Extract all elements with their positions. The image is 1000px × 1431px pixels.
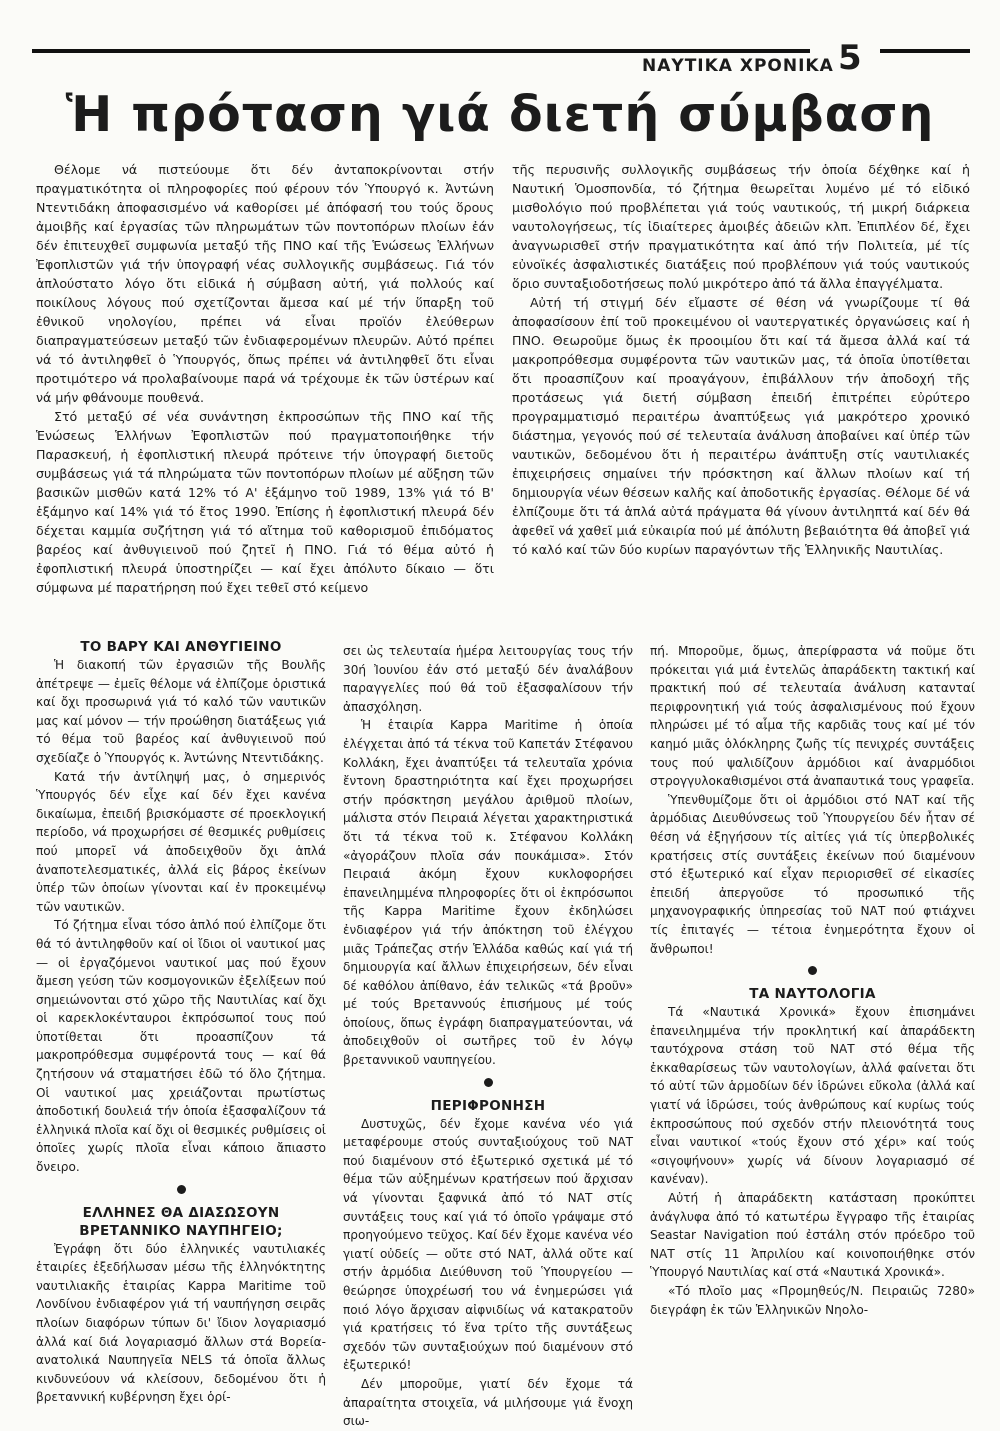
section-paragraph: Δυστυχῶς, δέν ἔχομε κανένα νέο γιά μεταφέρουμε στούς συνταξιούχους τοῦ ΝΑΤ πού διαμένουν στό ἐξωτερικό σχετικά μέ τό θέμα τῶν αὐξημένων κρατήσεων πού ἄρχισαν νά γίνονται ξαφνικά ἀπό τό ΝΑΤ στίς συντάξεις τους καί γιά τό ὁποῖο γράψαμε στό προηγούμενο τεῦχος. Καί δέν ἔχομε κανένα νέο γιατί οὐδείς — οὔτε στό ΝΑΤ, ἀλλά οὔτε καί στήν ἁρμόδια Διεύθυνση τοῦ Ὑπουργείου — θεώρησε ὑποχρέωσή του νά ἐνημερώσει γιά ποιό λόγο ἄρχισαν αἰφνιδίως νά κατακρατοῦν γιά κρατήσεις τό ἕνα τρίτο τῆς συντάξεως σχεδόν τῶν συνταξιούχων πού διαμένουν στό ἐξωτερικό! <box>343 1116 633 1373</box>
section-heading: ΕΛΛΗΝΕΣ ΘΑ ΔΙΑΣΩΣΟΥΝ ΒΡΕΤΑΝΝΙΚΟ ΝΑΥΠΗΓΕΙΟ; <box>79 1204 283 1239</box>
section-heading: ΠΕΡΙΦΡΟΝΗΣΗ <box>430 1097 546 1114</box>
section-paragraph: Κατά τήν ἀντίληψή μας, ὁ σημερινός Ὑπουργός δέν εἶχε καί δέν ἔχει κανένα δικαίωμα, ἐπειδή βρισκόμαστε σέ προεκλογική περίοδο, νά προχωρήσει σέ θεσμικές ρυθμίσεις πού μπορεῖ νά ἀποδειχθοῦν ὄχι ἁπλά ἀναποτελεσματικές, ἀλλά εἰς βάρος ἐκείνων ὑπέρ τῶν ὁποίων γίνονται καί ἐν προκειμένῳ τῶν ναυτικῶν. <box>36 769 326 914</box>
article-column-left <box>36 160 494 620</box>
article-column-right <box>512 160 970 620</box>
header-rule-right <box>880 49 970 53</box>
section-paragraph: Ἡ ἑταιρία Kappa Maritime ἡ ὁποία ἐλέγχεται ἀπό τά τέκνα τοῦ Καπετάν Στέφανου Κολλάκη, ἔχει ἀναπτύξει τά τελευταῖα χρόνια ἔντονη δραστηριότητα καί ἔχει προχωρήσει στήν πρόσκτηση μεγάλου ἀριθμοῦ πλοίων, μάλιστα στόν Πειραιά λέγεται χαρακτηριστικά ὅτι τά τέκνα τοῦ κ. Στέφανου Κολλάκη «ἀγοράζουν πλοῖα σάν πουκάμισα». Στόν Πειραιά ἀκόμη ἔχουν κυκλοφορήσει ἐπανειλημμένα πληροφορίες ὅτι οἱ ἐκπρόσωποι τῆς Kappa Maritime ἔχουν ἐκδηλώσει ἐνδιαφέρον γιά τήν ἀπόκτηση τοῦ ἐλέγχου μιᾶς Τράπεζας στήν Ἑλλάδα καθώς καί γιά τή δημιουργία καί ἄλλων ἐπιχειρήσεων, δέν εἶναι δέ καθόλου ἀπίθανο, ἐάν τελικῶς «τά βροῦν» μέ τούς Βρεταννούς ἐπισήμους μέ τούς ὁποίους, ὅπως ἐγράφη διαπραγματεύονται, νά ἀποδειχθοῦν οἱ σωτῆρες τοῦ ἐν λόγῳ βρεταννικοῦ ναυπηγείου. <box>343 718 633 1068</box>
section-separator-bullet <box>177 1185 186 1194</box>
section-paragraph: Ἡ διακοπή τῶν ἐργασιῶν τῆς Βουλῆς ἀπέτρεψε — ἐμεῖς θέλομε νά ἐλπίζομε ὁριστικά καί ὄχι προσωρινά γιά τό καλό τῶν ναυτικῶν μας καί μόνον — τήν προώθηση διατάξεως γιά τό θέμα τοῦ βαρέος καί ἀνθυγιεινοῦ πού σχεδίαζε ὁ Ὑπουργός κ. Ἀντώνης Ντεντιδάκης. <box>36 658 326 765</box>
article-paragraph: τῆς περυσινῆς συλλογικῆς συμβάσεως τήν ὁποία δέχθηκε καί ἡ Ναυτική Ὁμοσπονδία, τό ζήτημα θεωρεῖται λυμένο μέ τό εἰδικό μισθολόγιο πού προβλέπεται γιά τούς ναυτικούς, τή μικρή διάρκεια ναυτολογήσεως, τίς ἰδιαίτερες ἀμοιβές ἀδειῶν κλπ. Ἐπιπλέον δέ, ἔχει ἀναγνωρισθεῖ στήν πραγματικότητα καί ἀπό τήν Πολιτεία, μέ τίς εὐνοϊκές ἀσφαλιστικές διατάξεις πού προβλέπουν γιά τούς ναυτικούς ὅριο συνταξιοδοτήσεως πολύ μικρότερο ἀπό τά ἄλλα ἐπαγγέλματα. <box>512 162 970 291</box>
section-paragraph: Δέν μποροῦμε, γιατί δέν ἔχομε τά ἀπαραίτητα στοιχεῖα, νά μιλήσουμε γιά ἔνοχη σιω- <box>343 1376 633 1429</box>
section-paragraph: Ὑπενθυμίζομε ὅτι οἱ ἁρμόδιοι στό ΝΑΤ καί τῆς ἁρμόδιας Διευθύνσεως τοῦ Ὑπουργείου δέν ἦταν σέ θέση νά ἐξηγήσουν τίς αἰτίες γιά τίς ὑπερβολικές κρατήσεις στίς συντάξεις ἐκείνων πού διαμένουν στό ἐξωτερικό καί εἶχαν περιορισθεῖ σέ εἰκασίες ἐπειδή ἀπεργοῦσε τό προσωπικό τῆς μηχανογραφικής ὑπηρεσίας τοῦ ΝΑΤ πού φτιάχνει τίς ἐπιταγές — τέτοια ἐνημερότητα ἔχουν οἱ ἄνθρωποι! <box>650 792 975 956</box>
article-paragraph: Αὐτή τή στιγμή δέν εἴμαστε σέ θέση νά γνωρίζουμε τί θά ἀποφασίσουν ἐπί τοῦ προκειμένου οἱ ναυτεργατικές ὀργανώσεις καί ἡ ΠΝΟ. Θεωροῦμε ὅμως ἐκ προοιμίου ὅτι καί τά ἄμεσα ἀλλά καί τά μακροπρόθεσμα συμφέροντα τῶν ναυτικῶν μας, τά ὁποῖα ὑποτίθεται ὅτι προασπίζουν καί προαγάγουν, ἐπιβάλλουν τήν ἀποδοχή τῆς προτάσεως γιά διετή σύμβαση ἐπειδή ἐπιτρέπει εὐρύτερο προγραμματισμό περαιτέρω ἀναπτύξεως γιά μακρότερο χρονικό διάστημα, γεγονός πού σέ τελευταία ἀνάλυση ἀποβαίνει καί ὑπέρ τῶν ναυτικῶν, δεδομένου ὅτι ἡ περαιτέρω ἀνάπτυξη στίς ναυτιλιακές ἐπιχειρήσεις σημαίνει τήν πρόσκτηση καί ἄλλων πλοίων καί τή δημιουργία νέων θέσεων καλῆς καί ἀποδοτικῆς ἐργασίας. Θέλομε δέ νά ἐλπίζουμε ὅτι τά ἁπλά αὐτά πράγματα θά γίνουν ἀντιληπτά καί δέν θά ἀφεθεῖ νά χαθεῖ μιά εὐκαιρία πού μέ ἀπόλυτη βεβαιότητα θά ἀποβεῖ γιά τό καλό καί τῶν δύο κυρίων παραγόντων τῆς Ἑλληνικῆς Ναυτιλίας. <box>512 295 970 557</box>
section-paragraph: Ἐγράφη ὅτι δύο ἑλληνικές ναυτιλιακές ἑταιρίες ἐξεδήλωσαν μέσω τῆς ἑλληνόκτητης ναυτιλιακῆς ἑταιρίας Kappa Maritime τοῦ Λονδίνου ἐνδιαφέρον γιά τή ναυπήγηση σειρᾶς πλοίων διαφόρων τύπων δι' ἴδιον λογαριασμό ἀλλά καί διά λογαριασμό ἄλλων στά Βορεία-ανατολικά Ναυπηγεῖα NELS τά ὁποῖα ἄλλως κινδυνεύουν νά κλείσουν, δεδομένου ὅτι ἡ βρεταννική κυβέρνηση ἔχει ὁρί- <box>36 1241 326 1405</box>
section-paragraph: πή. Μποροῦμε, ὅμως, ἀπερίφραστα νά ποῦμε ὅτι πρόκειται γιά μιά ἐντελῶς ἀπαράδεκτη τακτική καί πρακτική πού σέ τελευταία ἀνάλυση κατανταί περιφρονητική γιά τούς ἀσφαλισμένους πού ἔχουν πληρώσει μέ τό αἷμα τῆς καρδιᾶς τους καί μέ τόν καημό μιᾶς ὁλόκληρης ζωῆς τίς πενιχρές συντάξεις τους πού ψαλιδίζουν ἁρμόδιοι καί ἀναρμόδιοι στρογγυλοκαθισμένοι στά ἀναπαυτικά τους γραφεῖα. <box>650 644 975 789</box>
bottom-column-1 <box>36 638 326 1405</box>
bottom-column-3 <box>650 642 975 1398</box>
section-paragraph: «Τό πλοῖο μας «Προμηθεύς/Ν. Πειραιῶς 7280» διεγράφη ἐκ τῶν Ἑλληνικῶν Νηολο- <box>650 1284 975 1317</box>
section-heading: ΤΑ ΝΑΥΤΟΛΟΓΙΑ <box>749 986 876 1003</box>
page-number: 5 <box>838 38 862 78</box>
article-paragraph: Θέλομε νά πιστεύουμε ὅτι δέν ἀνταποκρίνονται στήν πραγματικότητα οἱ πληροφορίες πού φέρουν τόν Ὑπουργό κ. Ἀντώνη Ντεντιδάκη ἀποφασισμένο νά καθορίσει μέ ἀπόφασή του τούς ὅρους ἀμοιβῆς καί ἐργασίας τῶν πληρωμάτων τῶν ποντοπόρων πλοίων ἐάν δέν ἐπιτευχθεῖ συμφωνία μεταξύ τῆς ΠΝΟ καί τῆς Ἑνώσεως Ἑλλήνων Ἐφοπλιστῶν γιά τήν ὑπογραφή νέας συλλογικῆς συμβάσεως. Γιά τόν ἁπλούστατο λόγο ὅτι εἰδικά ἡ σύμβαση αὐτή, γιά πολλούς καί ποικίλους λόγους πού σχετίζονται ἄμεσα καί μέ τήν ὕπαρξη τοῦ ἐθνικοῦ νηολογίου, πρέπει νά εἶναι προϊόν ἐλεύθερων διαπραγματεύσεων μεταξύ τῶν ἐνδιαφερομένων πλευρῶν. Αὐτό πρέπει νά τό ἀντιληφθεῖ ὁ Ὑπουργός, ὅπως πρέπει νά ἀντιληφθεῖ ὅτι εἶναι προτιμότερο νά προλαβαίνουμε παρά νά τρέχουμε ἐκ τῶν ὑστέρων καί νά μήν φθάνουμε πουθενά. <box>36 162 494 405</box>
bottom-column-2 <box>343 642 633 1429</box>
section-separator-bullet <box>484 1078 493 1087</box>
header-rule-left <box>32 49 810 53</box>
section-paragraph: Αὐτή ἡ ἀπαράδεκτη κατάσταση προκύπτει ἀνάγλυφα ἀπό τό κατωτέρω ἔγγραφο τῆς ἑταιρίας Seastar Navigation πού ἐστάλη στόν πρόεδρο τοῦ ΝΑΤ στίς 11 Ἀπριλίου καί κοινοποιήθηκε στόν Ὑπουργό Ναυτιλίας καί στά «Ναυτικά Χρονικά». <box>650 1191 975 1280</box>
section-paragraph: Τά «Ναυτικά Χρονικά» ἔχουν ἐπισημάνει ἐπανειλημμένα τήν προκλητική καί ἀπαράδεκτη ταυτόχρονα στάση τοῦ ΝΑΤ στό θέμα τῆς ἐκκαθαρίσεως τῶν ναυτολογίων, ἀλλά φαίνεται ὅτι τό αὐτί τῶν ἁρμοδίων δέν ἱδρώνει εὔκολα (ἀλλά καί γιατί νά ἱδρώσει, τούς ἀνθρώπους καί κυρίως τούς ἐκπροσώπους πού σχεδόν στήν πλειονότητά τους εἶναι ναυτικοί «τούς ἔχουν στό χέρι» καί τούς «σιγοψήνουν» χωρίς νά δίνουν λογαριασμό σέ κανέναν). <box>650 1005 975 1187</box>
publication-name: ΝΑΥΤΙΚΑ ΧΡΟΝΙΚΑ <box>642 56 834 76</box>
section-separator-bullet <box>808 966 817 975</box>
section-paragraph: σει ὡς τελευταία ἡμέρα λειτουργίας τους τήν 30ή Ἰουνίου ἐάν στό μεταξύ δέν ἀναλάβουν παραγγελίες πού θά τοῦ ἐξασφαλίσουν τήν ἀπασχόληση. <box>343 644 633 714</box>
section-heading: ΤΟ ΒΑΡΥ ΚΑΙ ΑΝΘΥΓΙΕΙΝΟ <box>80 639 282 655</box>
article-paragraph: Στό μεταξύ σέ νέα συνάντηση ἐκπροσώπων τῆς ΠΝΟ καί τῆς Ἑνώσεως Ἑλλήνων Ἐφοπλιστῶν πού πραγματοποιήθηκε τήν Παρασκευή, ἡ ἐφοπλιστική πλευρά πρότεινε τήν ὑπογραφή διετοῦς συμβάσεως γιά τά πληρώματα τῶν ποντοπόρων πλοίων μέ αὔξηση τῶν βασικῶν μισθῶν κατά 12% τό Α' ἑξάμηνο τοῦ 1989, 13% γιά τό Β' ἑξάμηνο καί 14% γιά τό ἔτος 1990. Ἐπίσης ἡ ἐφοπλιστική πλευρά δέν δέχεται καμμία συζήτηση γιά τό αἴτημα τοῦ καθορισμοῦ ἐπιδόματος βαρέος καί ἀνθυγιεινοῦ πού ζητεῖ ἡ ΠΝΟ. Γιά τό θέμα αὐτό ἡ ἐφοπλιστική πλευρά ὑποστηρίζει — καί ἔχει ἀπόλυτο δίκαιο — ὅτι σύμφωνα μέ παρατήρηση πού ἔχει τεθεῖ στό κείμενο <box>36 409 494 595</box>
section-paragraph: Τό ζήτημα εἶναι τόσο ἁπλό πού ἐλπίζομε ὅτι θά τό ἀντιληφθοῦν καί οἱ ἴδιοι οἱ ναυτικοί μας — οἱ ἐργαζόμενοι ναυτικοί μας πού ἔχουν ἄμεση γεύση τῶν κοσμογονικῶν ἐξελίξεων πού σημειώνονται στό χῶρο τῆς Ναυτιλίας καί ὄχι οἱ καρεκλοκένταυροι ἐκπρόσωποί τους πού ὑποτίθεται ὅτι προασπίζουν τά μακροπρόθεσμα συμφέροντά τους — καί θά ζητήσουν νά σταματήσει ἐδῶ τό ὅλο ζήτημα. Οἱ ναυτικοί μας χρειάζονται πρωτίστως ἀποδοτική δουλειά τήν ὁποία ἐξασφαλίζουν τά ἑλληνικά πλοῖα καί ὄχι οἱ θεσμικές ρυθμίσεις οἱ ὁποῖες χωρίς πλοῖα εἶναι κάποιο ἄπιαστο ὄνειρο. <box>36 918 326 1175</box>
article-title: Ἡ πρόταση γιά διετή σύμβαση <box>65 86 935 143</box>
